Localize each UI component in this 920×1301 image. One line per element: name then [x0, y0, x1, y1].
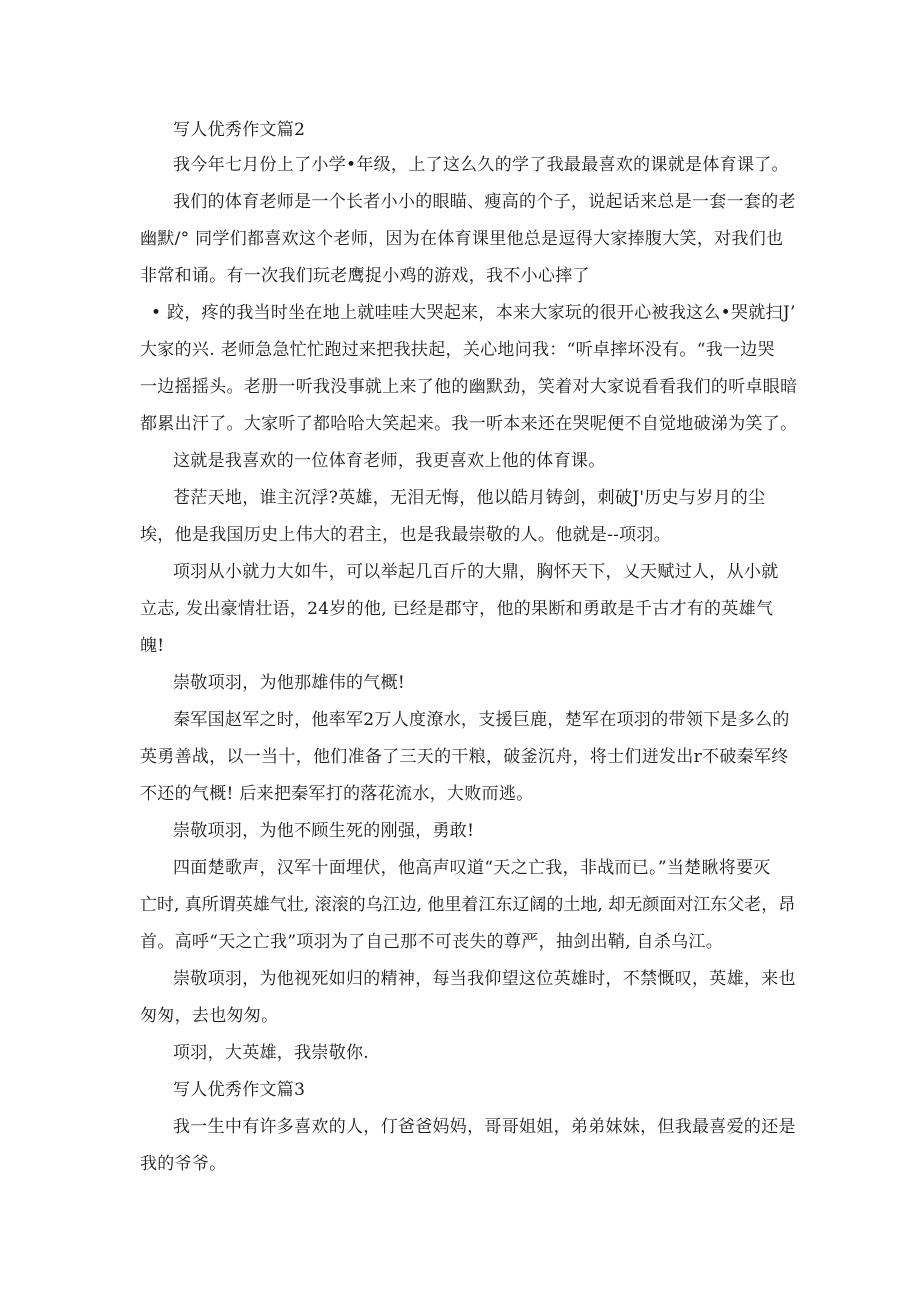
paragraph-line: 首。高呼“天之亡我”项羽为了自己那不可丧失的尊严，抽剑出鞘, 自杀乌江。	[140, 932, 723, 952]
paragraph-line: 魄!	[140, 636, 165, 656]
paragraph-line: 项羽，大英雄，我崇敬你.	[173, 1043, 370, 1063]
paragraph-line: • 跤，疼的我当时坐在地上就哇哇大哭起来，本来大家玩的很开心被我这么•哭就扫J’	[151, 303, 796, 323]
paragraph-line: 我今年七月份上了小学•年级，上了这么久的学了我最最喜欢的课就是体育课了。	[173, 155, 789, 175]
paragraph-line: 非常和诵。有一次我们玩老鹰捉小鸡的游戏，我不小心摔了	[140, 266, 590, 286]
paragraph-line: 秦军国赵军之时，他率军2万人度潦水，支援巨鹿，楚军在项羽的带领下是多么的	[173, 710, 790, 730]
paragraph-line: 亡时, 真所谓英雄气壮, 滚滚的乌江边, 他里着江东辽阔的土地, 却无颜面对江东父老，昂	[140, 895, 796, 915]
paragraph-line: 立志, 发出豪情壮语，24岁的他, 已经是郡守，他的果断和勇敢是千古才有的英雄气	[140, 599, 774, 619]
paragraph-line: 不还的气概! 后来把秦军打的落花流水，大败而逃。	[140, 784, 534, 804]
section-heading: 写人优秀作文篇2	[173, 120, 306, 140]
paragraph-line: 四面楚歌声，汉军十面埋伏，他高声叹道“天之亡我，非战而已。”当楚瞅将要灭	[173, 858, 771, 878]
paragraph-line: 一边摇摇头。老册一听我没事就上来了他的幽默劲，笑着对大家说看看我们的听卓眼暗	[140, 377, 798, 397]
paragraph-line: 这就是我喜欢的一位体育老师，我更喜欢上他的体育课。	[173, 451, 606, 471]
paragraph-line: 苍茫天地，谁主沉浮?英雄，无泪无悔，他以皓月铸剑，刺破J'历史与岁月的尘	[173, 488, 766, 508]
paragraph-line: 崇敬项羽，为他那雄伟的气概!	[173, 673, 406, 693]
paragraph-line: 幽默/° 同学们都喜欢这个老师，因为在体育课里他总是逗得大家捧腹大笑，对我们也	[140, 229, 784, 249]
paragraph-line: 我一生中有许多喜欢的人，仃爸爸妈妈，哥哥姐姐，弟弟妹妹，但我最喜爱的还是	[173, 1117, 796, 1137]
paragraph-line: 项羽从小就力大如牛，可以举起几百斤的大鼎，胸怀天下，乂天赋过人，从小就	[173, 562, 779, 582]
paragraph-line: 埃，他是我国历史上伟大的君主，也是我最崇敬的人。他就是--项羽。	[140, 525, 672, 545]
paragraph-line: 崇敬项羽，为他视死如归的精神，每当我仰望这位英雄时，不禁慨叹，英雄，来也	[173, 969, 796, 989]
paragraph-line: 英勇善战，以一当十，他们准备了三天的干粮，破釜沉舟，将士们迸发出r不破秦军终	[140, 747, 789, 767]
section-heading: 写人优秀作文篇3	[173, 1080, 306, 1100]
paragraph-line: 我们的体育老师是一个长者小小的眼瞄、瘦高的个子，说起话来总是一套一套的老	[173, 192, 796, 212]
paragraph-line: 崇敬项羽，为他不顾生死的刚强，勇敢!	[173, 821, 475, 841]
paragraph-line: 大家的兴. 老师急急忙忙跑过来把我扶起，关心地问我：“听卓摔坏没有。“我一边哭	[140, 340, 775, 360]
paragraph-line: 匆匆，去也匆匆。	[140, 1006, 279, 1026]
paragraph-line: 我的爷爷。	[140, 1154, 227, 1174]
paragraph-line: 都累出汗了。大家听了都哈哈大笑起来。我一听本来还在哭呢便不自觉地破涕为笑了。	[140, 414, 798, 434]
